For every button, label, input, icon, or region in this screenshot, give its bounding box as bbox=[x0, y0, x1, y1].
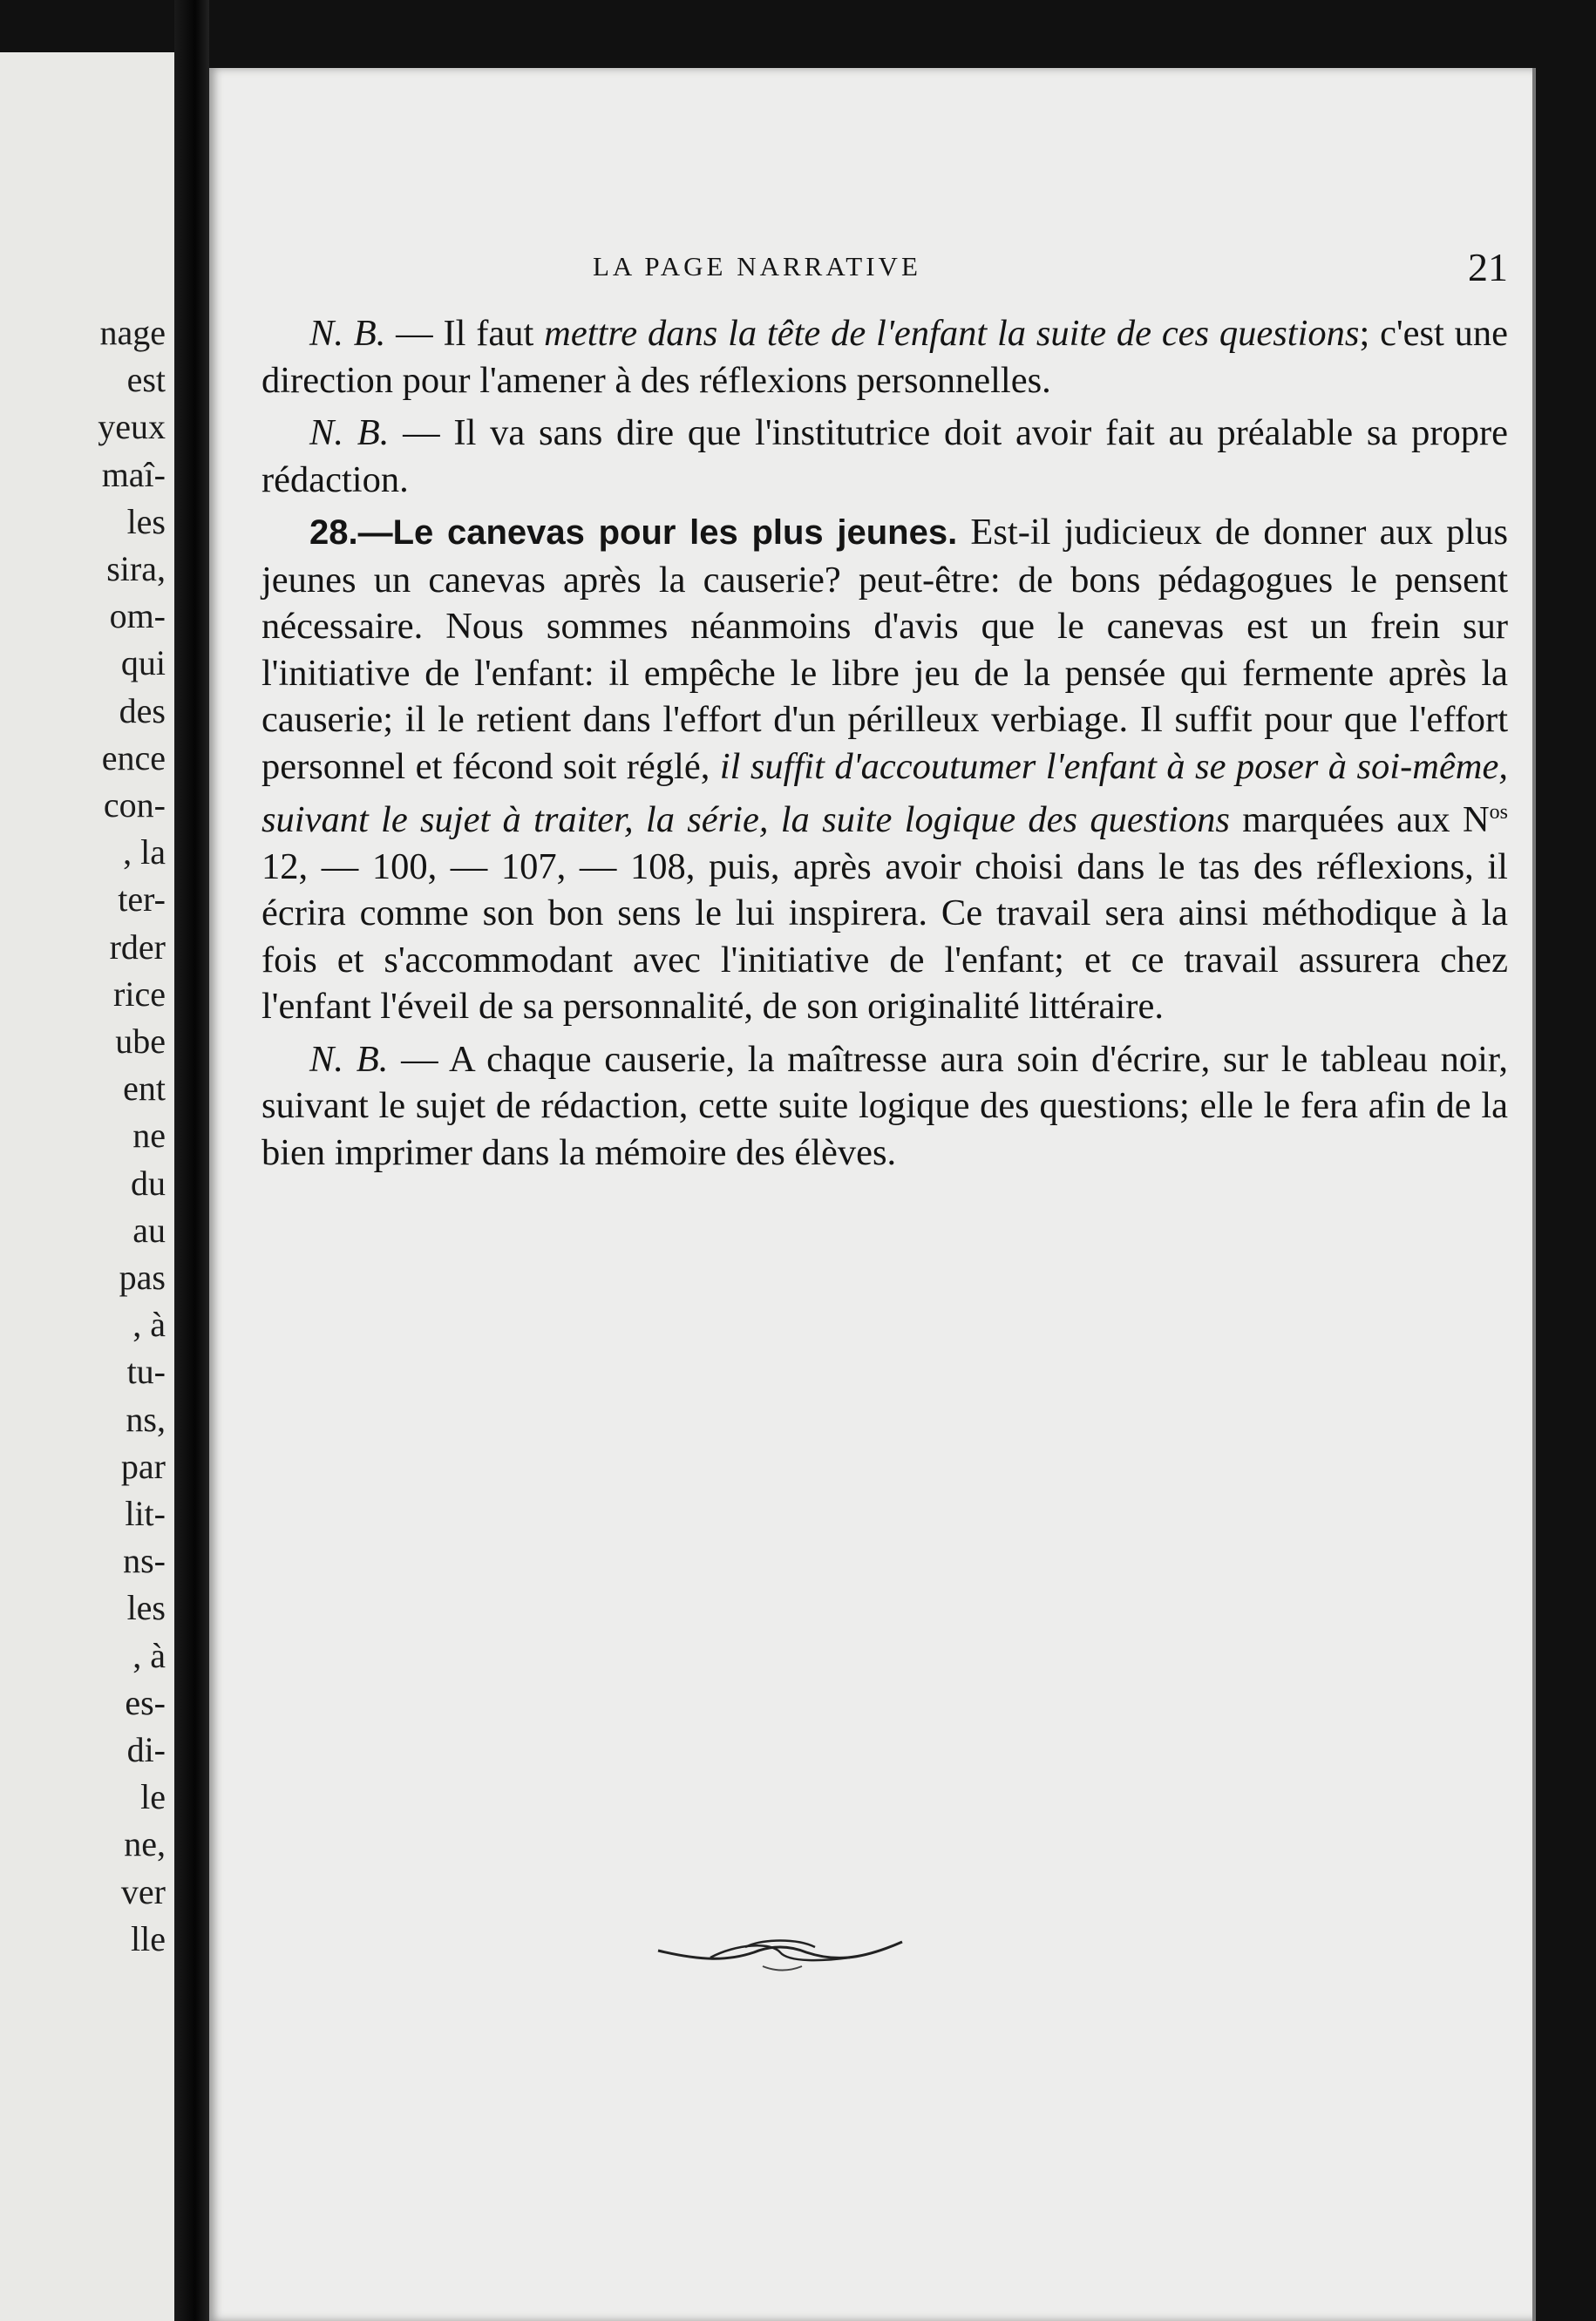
left-page-line-fragment: rder bbox=[109, 926, 166, 967]
section-text-3: 12, — 100, — 107, — 108, puis, après avoir choisi dans le tas des réflexions, il écrira comme son bon sens le lui inspirera. Ce travail sera ainsi méthodique à la fois et s'accommodant avec l'initiative de l'enfant; et ce travail assurera chez l'enfant l'éveil de sa personnalité, de son originalité littéraire. bbox=[261, 845, 1508, 1028]
left-page-line-fragment: qui bbox=[120, 643, 166, 683]
left-page-line-fragment: om- bbox=[109, 596, 166, 636]
left-page-line-fragment: les bbox=[126, 501, 166, 541]
left-page-line-fragment: ne bbox=[132, 1116, 166, 1156]
left-page-line-fragment: , la bbox=[123, 832, 166, 872]
left-page-line-fragment: ter- bbox=[118, 879, 166, 920]
numero-superscript: os bbox=[1489, 801, 1508, 824]
nb1-rest: ; c'est une direction pour l'amener à des réflexions personnelles. bbox=[261, 313, 1508, 401]
main-page bbox=[209, 68, 1534, 2321]
left-page-line-fragment: le bbox=[140, 1777, 166, 1817]
left-page-line-fragment: maî- bbox=[101, 454, 166, 494]
left-page-line-fragment: , à bbox=[132, 1305, 166, 1345]
left-page-line-fragment: ent bbox=[123, 1069, 166, 1109]
nb1-intro: — Il faut bbox=[385, 313, 545, 354]
note-paragraph-3 bbox=[261, 1036, 1508, 1177]
book-gutter bbox=[174, 0, 209, 2321]
note-paragraph-2 bbox=[261, 410, 1508, 503]
tailpiece-ornament-icon bbox=[649, 1926, 911, 1978]
left-page-line-fragment: pas bbox=[119, 1258, 166, 1297]
section-28-paragraph bbox=[261, 509, 1508, 1030]
left-page-line-fragment: des bbox=[119, 690, 166, 730]
nb3-text: — A chaque causerie, la maîtresse aura soin d'écrire, sur le tableau noir, suivant le sujet de rédaction, cette suite logique des questions; elle le fera afin de la bien imprimer dans la mémoire des élèves. bbox=[261, 1038, 1508, 1173]
left-page-line-fragment: di- bbox=[126, 1730, 166, 1769]
left-page-line-fragment: con- bbox=[103, 785, 166, 825]
left-page-line-fragment: lle bbox=[131, 1918, 166, 1958]
left-page-line-fragment: ver bbox=[120, 1871, 166, 1911]
running-title: LA PAGE NARRATIVE bbox=[593, 251, 921, 282]
left-page-line-fragment: nage bbox=[99, 313, 166, 352]
section-text-2: marquées aux N bbox=[1229, 799, 1490, 841]
left-page-line-fragment: ne, bbox=[124, 1824, 166, 1864]
section-heading: 28.—Le canevas pour les plus jeunes. bbox=[309, 513, 958, 552]
left-page-line-fragment: sira, bbox=[106, 549, 166, 588]
left-page-line-fragment: ence bbox=[101, 737, 166, 777]
left-page-line-fragment: est bbox=[126, 360, 166, 400]
left-page-line-fragment: du bbox=[131, 1163, 166, 1203]
page-header bbox=[209, 244, 1508, 296]
left-page-line-fragment: lit- bbox=[125, 1494, 166, 1533]
page-number: 21 bbox=[1468, 245, 1508, 289]
left-page-line-fragment: ns- bbox=[123, 1541, 166, 1581]
page-edge bbox=[1532, 68, 1536, 2321]
nb-label: N. B. bbox=[309, 1038, 389, 1080]
left-page-line-fragment: ns, bbox=[126, 1399, 166, 1439]
left-page-line-fragment: yeux bbox=[98, 407, 166, 447]
section-emphasis: il suffit d'accoutumer l'enfant à se poser à soi-même, suivant le sujet à traiter, la série, la suite logique des questions bbox=[261, 745, 1508, 841]
nb-label: N. B. bbox=[309, 313, 386, 354]
note-paragraph-1 bbox=[261, 310, 1508, 404]
nb2-text: — Il va sans dire que l'institutrice doit avoir fait au préalable sa propre rédaction. bbox=[261, 412, 1508, 500]
left-page-line-fragment: , à bbox=[132, 1635, 166, 1675]
left-page-line-fragment: par bbox=[120, 1446, 166, 1486]
left-page-line-fragment: rice bbox=[113, 974, 166, 1014]
left-page-line-fragment: ube bbox=[115, 1021, 166, 1061]
nb1-emphasis: mettre dans la tête de l'enfant la suite de ces questions bbox=[544, 313, 1360, 354]
left-page-line-fragment: au bbox=[132, 1210, 166, 1250]
nb-label: N. B. bbox=[309, 412, 390, 453]
left-page-line-fragment: tu- bbox=[126, 1352, 166, 1392]
left-page-line-fragment: es- bbox=[125, 1682, 166, 1722]
section-text-1: Est-il judicieux de donner aux plus jeunes un canevas après la causerie? peut-être: de bons pédagogues le pensent nécessaire. Nous sommes néanmoins d'avis que le canevas est un frein sur l'initiative de l'enfant: il empêche le libre jeu de la pensée qui fermente après la causerie; il le retient dans l'effort d'un périlleux verbiage. Il suffit pour que l'effort personnel et fécond soit réglé, bbox=[261, 512, 1508, 787]
page-body bbox=[261, 310, 1508, 1182]
left-page-fragment bbox=[0, 52, 174, 2321]
left-page-line-fragment: les bbox=[126, 1588, 166, 1628]
